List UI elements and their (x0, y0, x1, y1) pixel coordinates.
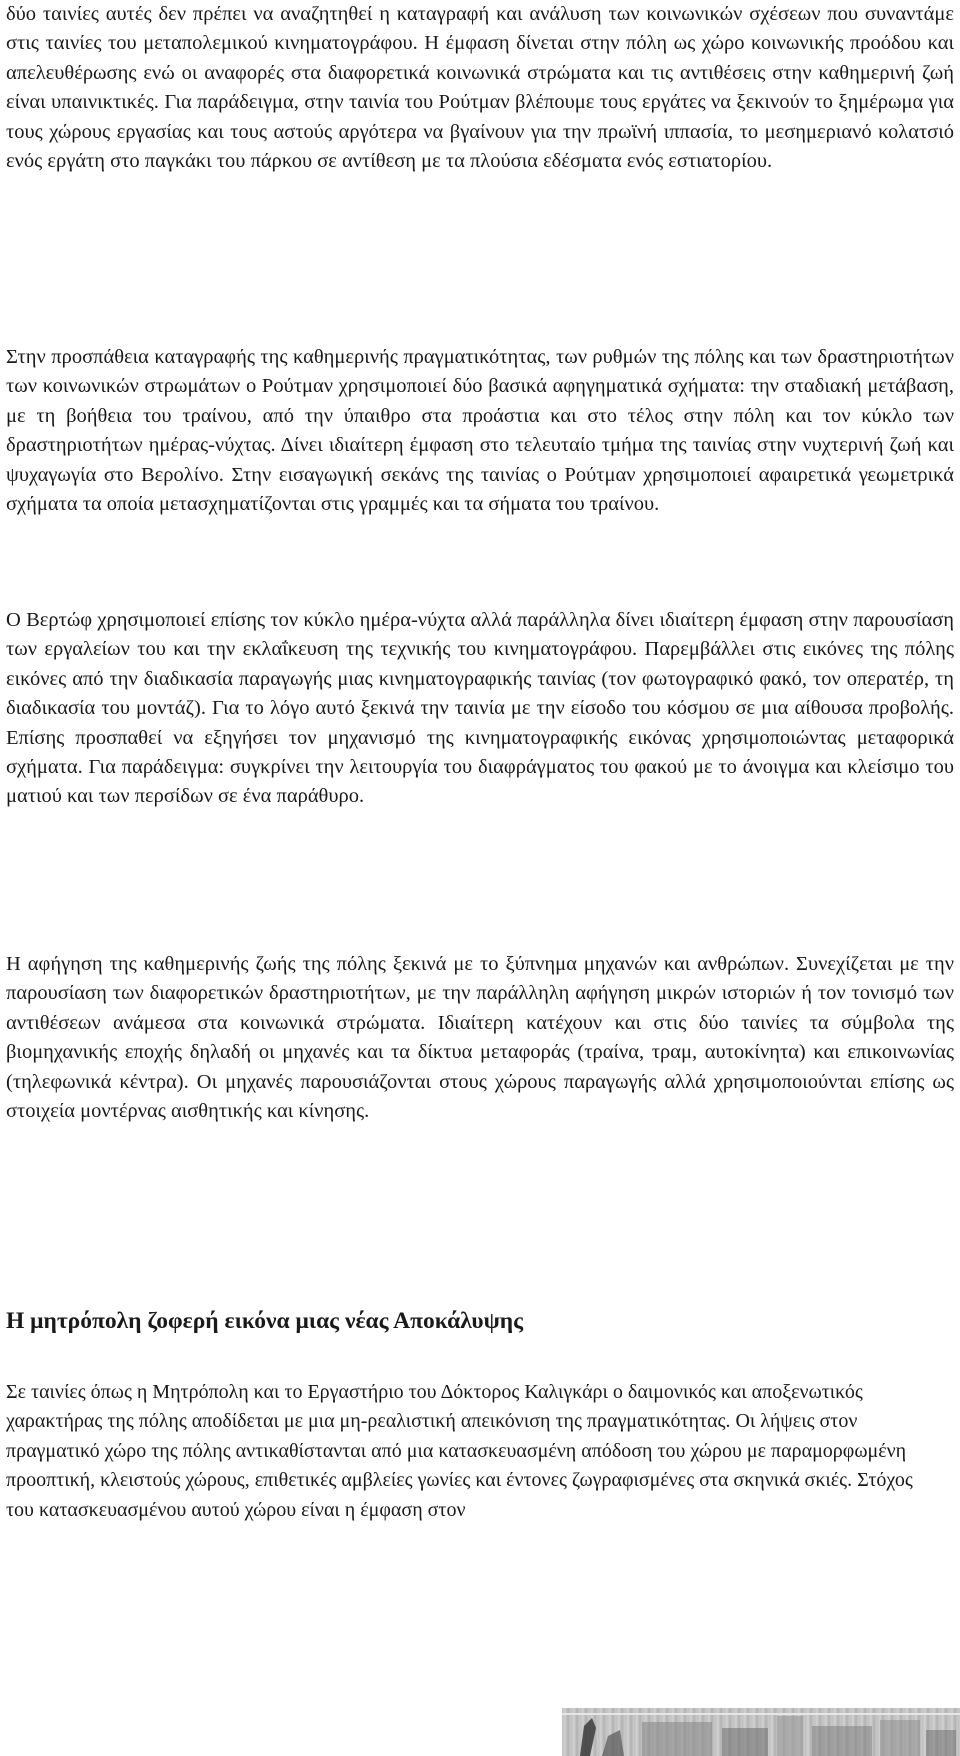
section-heading: Η μητρόπολη ζοφερή εικόνα μιας νέας Αποκάλυψης (6, 1308, 524, 1334)
section-paragraph: Σε ταινίες όπως η Μητρόπολη και το Εργαστήριο του Δόκτορος Καλιγκάρι ο δαιμονικός και αποξενωτικός χαρακτήρας της πόλης αποδίδεται με μια μη-ρεαλιστική απεικόνιση της πραγματικότητας. Οι λήψεις στον πραγματικό χώρο της πόλης αντικαθίστανται από μια κατασκευασμένη απόδοση του χώρου με παραμορφωμένη προοπτική, κλειστούς χώρους, επιθετικές αμβλείες γωνίες και έντονες ζωγραφισμένες στα σκηνικά σκιές. Στόχος του κατασκευασμένου αυτού χώρου είναι η έμφαση στον (6, 1381, 913, 1521)
body-paragraph-2: Στην προσπάθεια καταγραφής της καθημερινής πραγματικότητας, των ρυθμών της πόλης και των δραστηριοτήτων των κοινωνικών στρωμάτων ο Ρούτμαν χρησιμοποιεί δύο βασικά αφηγηματικά σχήματα: την σταδιακή μετάβαση, με τη βοήθεια του τραίνου, από την ύπαιθρο στα προάστια και στο τέλος στην πόλη και τον κύκλο των δραστηριοτήτων ημέρας-νύχτας. Δίνει ιδιαίτερη έμφαση στο τελευταίο τμήμα της ταινίας στην νυχτερινή ζωή και ψυχαγωγία στο Βερολίνο. Στην εισαγωγική σεκάνς της ταινίας ο Ρούτμαν χρησιμοποιεί αφαιρετικά γεωμετρικά σχήματα τα οποία μετασχηματίζονται στις γραμμές και τα σήματα του τραίνου. (6, 346, 954, 516)
body-paragraph-3: Ο Βερτώφ χρησιμοποιεί επίσης τον κύκλο ημέρα-νύχτα αλλά παράλληλα δίνει ιδιαίτερη έμφαση στην παρουσίαση των εργαλείων του και την εκλαΐκευση της τεχνικής του κινηματογράφου. Παρεμβάλλει στις εικόνες της πόλης εικόνες από την διαδικασία παραγωγής μιας κινηματογραφικής ταινίας (τον φωτογραφικό φακό, τον οπερατέρ, τη διαδικασία του μοντάζ). Για το λόγο αυτό ξεκινά την ταινία με την είσοδο του κόσμου σε μια αίθουσα προβολής. Επίσης προσπαθεί να εξηγήσει τον μηχανισμό της κινηματογραφικής εικόνας χρησιμοποιώντας μεταφορικά σχήματα. Για παράδειγμα: συγκρίνει την λειτουργία του διαφράγματος του φακού με το άνοιγμα και κλείσιμο του ματιού και των περσίδων σε ένα παράθυρο. (6, 609, 954, 808)
body-paragraph-4: Η αφήγηση της καθημερινής ζωής της πόλης ξεκινά με το ξύπνημα μηχανών και ανθρώπων. Συνεχίζεται με την παρουσίαση των διαφορετικών δραστηριοτήτων, με την παράλληλη αφήγηση μικρών ιστοριών ή τον τονισμό των αντιθέσεων ανάμεσα στα κοινωνικά στρώματα. Ιδιαίτερη κατέχουν και στις δύο ταινίες τα σύμβολα της βιομηχανικής εποχής δηλαδή οι μηχανές και τα δίκτυα μεταφοράς (τραίνα, τραμ, αυτοκίνητα) και επικοινωνίας (τηλεφωνικά κέντρα). Οι μηχανές παρουσιάζονται στους χώρους παραγωγής αλλά χρησιμοποιούνται επίσης ως στοιχεία μοντέρνας αισθητικής και κίνησης. (6, 953, 954, 1123)
body-paragraph-1: δύο ταινίες αυτές δεν πρέπει να αναζητηθεί η καταγραφή και ανάλυση των κοινωνικών σχέσεων που συναντάμε στις ταινίες του μεταπολεμικού κινηματογράφου. Η έμφαση δίνεται στην πόλη ως χώρο κοινωνικής προόδου και απελευθέρωσης ενώ οι αναφορές στα διαφορετικά κοινωνικά στρώματα και τις αντιθέσεις στην καθημερινή ζωή είναι υπαινικτικές. Για παράδειγμα, στην ταινία του Ρούτμαν βλέπουμε τους εργάτες να ξεκινούν το ξημέρωμα για τους χώρους εργασίας και τους αστούς αργότερα να βγαίνουν για την πρωϊνή ιππασία, το μεσημεριανό κολατσιό ενός εργάτη στο παγκάκι του πάρκου σε αντίθεση με τα πλούσια εδέσματα ενός εστιατορίου. (6, 3, 954, 173)
film-still-graphic (562, 1708, 960, 1756)
film-still-image (562, 1708, 960, 1756)
